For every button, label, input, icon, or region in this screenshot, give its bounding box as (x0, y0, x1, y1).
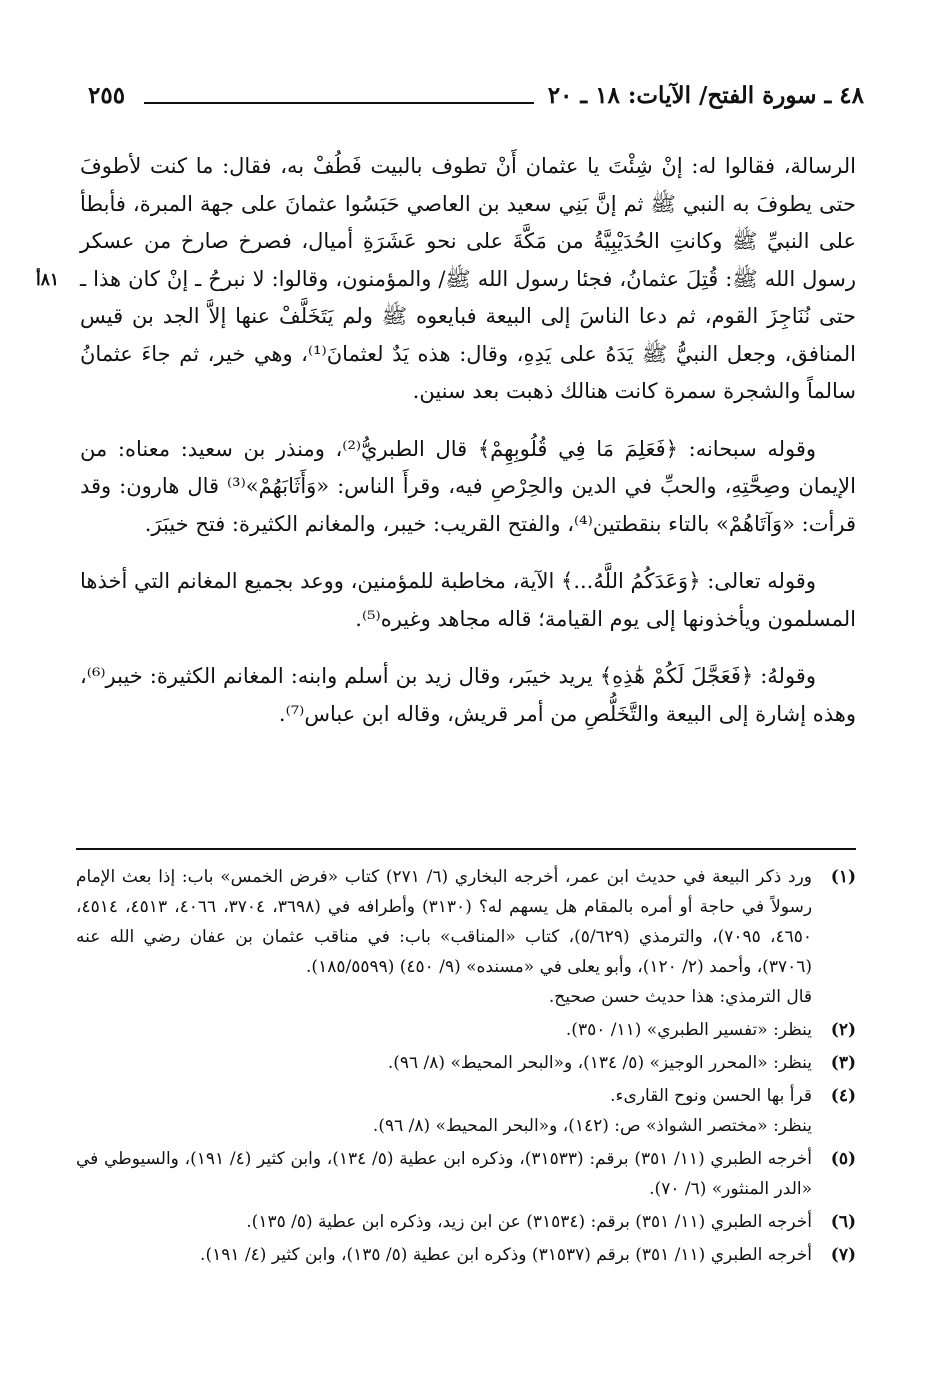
running-header (88, 80, 864, 120)
footnote (76, 862, 856, 1012)
footnote (76, 1015, 856, 1045)
footnote-body (76, 1081, 812, 1141)
paragraph: الرسالة، فقالوا له: إنْ شِئْتَ يا عثمان أَنْ تطوف بالبيت فَطُفْ به، فقال: ما كنت لأطوفَ حتى يطوفَ به النبي ﷺ ثم إنَّ بَنِي سعيد بن العاصي حَبَسُوا عثمانَ على جهة المبرة، فأبطأ على النبيِّ ﷺ وكانتِ الحُدَيْبِيَّةُ من مَكَّةَ على نحو عَشَرَةِ أميال، فصرخ صارخ من عسكر رسول الله ﷺ: قُتِلَ عثمانُ، فجئا رسول الله ﷺ/ والمؤمنون، وقالوا: لا نبرحُ ـ إنْ كان هذا ـ حتى نُنَاجِزَ القوم، ثم دعا الناسَ إلى البيعة فبايعوه ﷺ ولم يَتَخَلَّفْ عنها إلاَّ الجد بن قيس المنافق، وجعل النبيُّ ﷺ يَدَهُ على يَدِهِ، وقال: هذه يَدٌ لعثمانَ⁽¹⁾، وهي خير، ثم جاءَ عثمانُ سالماً والشجرة سمرة كانت هنالك ذهبت بعد سنين. (80, 154, 856, 403)
footnote-rule (76, 848, 856, 850)
paragraph: وقولهُ: ﴿فَعَجَّلَ لَكُمْ هَٰذِهِ﴾ يريد خيبَر، وقال زيد بن أسلم وابنه: المغانم الكثيرة: خيبر⁽⁶⁾، وهذه إشارة إلى البيعة والتَّخَلُّصِ من أمر قريش، وقاله ابن عباس⁽⁷⁾. (80, 664, 856, 726)
footnote-number: (٢) (830, 1020, 856, 1040)
footnote (76, 1240, 856, 1270)
footnote-body (76, 1048, 812, 1078)
footnote-body (76, 1207, 812, 1237)
footnote-body (76, 1015, 812, 1045)
footnote (76, 1048, 856, 1078)
footnotes (76, 862, 856, 1273)
footnote-line: ينظر: «تفسير الطبري» (١١/ ٣٥٠). (565, 1020, 812, 1040)
footnote-number: (٥) (830, 1149, 856, 1169)
footnote-line: قال الترمذي: هذا حديث حسن صحيح. (548, 987, 812, 1007)
footnote-number: (٣) (830, 1053, 856, 1073)
footnote-line: ينظر: «المحرر الوجيز» (٥/ ١٣٤)، و«البحر المحيط» (٨/ ٩٦). (387, 1053, 812, 1073)
footnote-line: ورد ذكر البيعة في حديث ابن عمر، أخرجه البخاري (٦/ ٢٧١) كتاب «فرض الخمس» باب: إذا بعث الإمام رسولاً في حاجة أو أمره بالمقام هل يسهم له؟ (٣١٣٠) وأطرافه في (٣٦٩٨، ٣٧٠٤، ٤٠٦٦، ٤٥١٣، ٤٥١٤، ٤٦٥٠، ٧٠٩٥)، والترمذي (٥/٦٢٩)، كتاب «المناقب» باب: في مناقب عثمان بن عفان رضي الله عنه (٣٧٠٦)، وأحمد (٢/ ١٢٠)، وأبو يعلى في «مسنده» (٩/ ٤٥٠) (١٨٥/٥٥٩٩). (76, 867, 813, 977)
footnote (76, 1144, 856, 1204)
footnote (76, 1081, 856, 1141)
header-rule (144, 102, 534, 104)
footnote-body (76, 1240, 812, 1270)
footnote-number: (١) (830, 867, 856, 887)
paragraph: وقوله تعالى: ﴿وَعَدَكُمُ اللَّهُ...﴾ الآية، مخاطبة للمؤمنين، ووعد بجميع المغانم التي أخذها المسلمون ويأخذونها إلى يوم القيامة؛ قاله مجاهد وغيره⁽⁵⁾. (80, 569, 856, 631)
manuscript-folio-marker: ٨١أ (36, 270, 59, 290)
footnote-body (76, 862, 812, 1012)
footnote (76, 1207, 856, 1237)
footnote-number: (٧) (830, 1245, 856, 1265)
header-title: ٤٨ ـ سورة الفتح/ الآيات: ١٨ ـ ٢٠ (547, 82, 864, 109)
footnote-number: (٦) (830, 1212, 856, 1232)
paragraph: وقوله سبحانه: ﴿فَعَلِمَ مَا فِي قُلُوبِهِمْ﴾ قال الطبريُّ⁽²⁾، ومنذر بن سعيد: معناه: من الإيمان وصِحَّتِهِ، والحبِّ في الدين والحِرْصِ فيه، وقرأَ الناس: «وَأَثَابَهُمْ»⁽³⁾ قال هارون: وقد قرأت: «وَآتَاهُمْ» بالتاء بنقطتين⁽⁴⁾، والفتح القريب: خيبر، والمغانم الكثيرة: فتح خيبَرَ. (80, 436, 856, 536)
footnote-line: قرأ بها الحسن ونوح القارىء. (610, 1086, 812, 1106)
footnote-line: ينظر: «مختصر الشواذ» ص: (١٤٢)، و«البحر المحيط» (٨/ ٩٦). (372, 1116, 812, 1136)
footnote-line: أخرجه الطبري (١١/ ٣٥١) برقم: (٣١٥٣٤) عن ابن زيد، وذكره ابن عطية (٥/ ١٣٥). (246, 1212, 812, 1232)
page-number: ٢٥٥ (88, 82, 126, 109)
footnote-line: أخرجه الطبري (١١/ ٣٥١) برقم (٣١٥٣٧) وذكره ابن عطية (٥/ ١٣٥)، وابن كثير (٤/ ١٩١). (200, 1245, 812, 1265)
footnote-number: (٤) (830, 1086, 856, 1106)
footnote-body (76, 1144, 812, 1204)
main-text (80, 148, 856, 753)
footnote-line: أخرجه الطبري (١١/ ٣٥١) برقم: (٣١٥٣٣)، وذكره ابن عطية (٥/ ١٣٤)، وابن كثير (٤/ ١٩١)، والسيوطي في «الدر المنثور» (٦/ ٧٠). (76, 1149, 812, 1199)
